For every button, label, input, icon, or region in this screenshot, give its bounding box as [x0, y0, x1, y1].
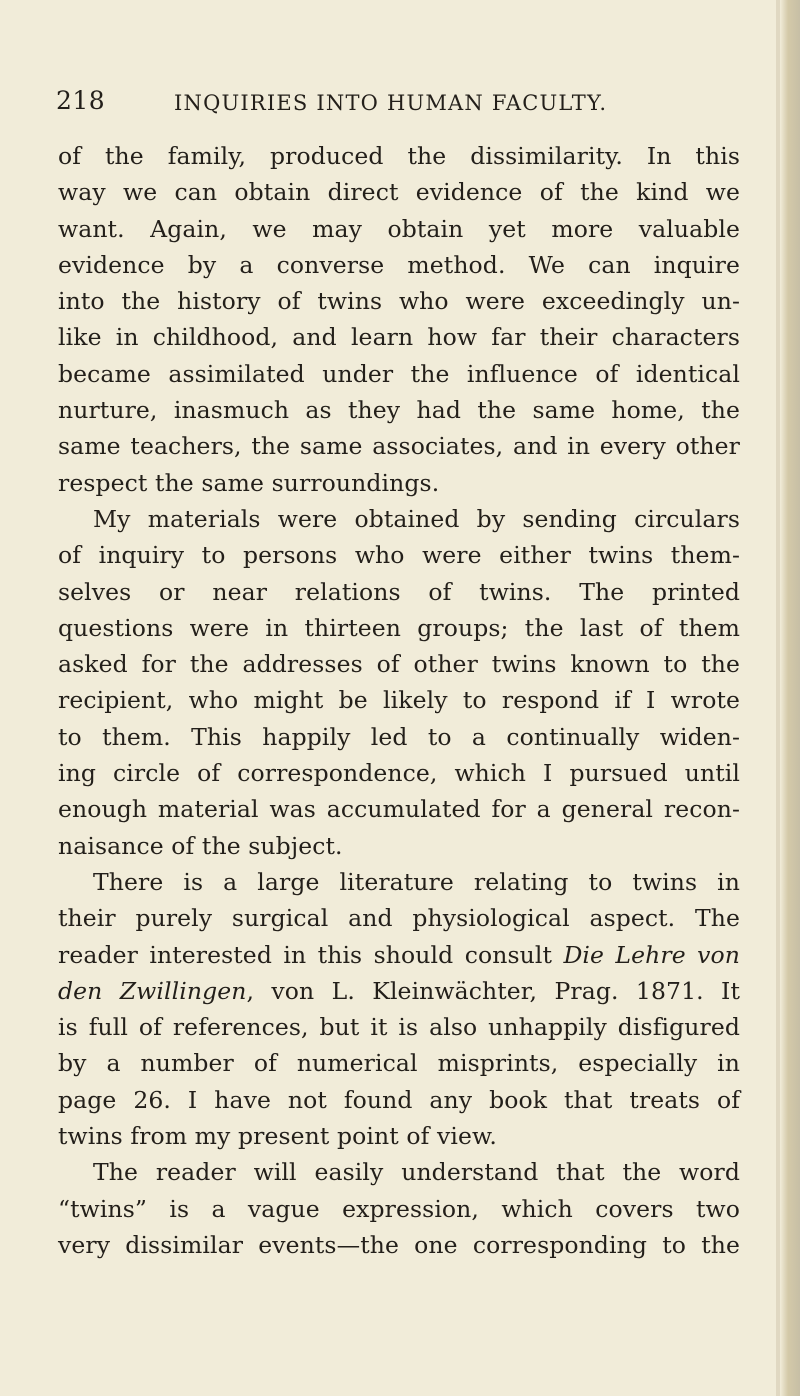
- text-line: evidence by a converse method. We can inquire: [58, 250, 740, 279]
- page-edge: [780, 0, 800, 1396]
- text-line: by a number of numerical misprints, especially in: [58, 1049, 740, 1078]
- paragraph-start-line: My materials were obtained by sending circulars: [93, 504, 740, 533]
- page-header: [56, 86, 756, 126]
- text-line: of the family, produced the dissimilarity. In this: [58, 142, 740, 170]
- text-line: into the history of twins who were exceedingly un-: [58, 287, 740, 316]
- text-line: same teachers, the same associates, and in every other: [58, 432, 740, 461]
- text-line: asked for the addresses of other twins known to the: [58, 650, 740, 679]
- book-title-italic: den Zwillingen: [58, 976, 247, 1005]
- text-line: became assimilated under the influence of identical: [58, 359, 740, 388]
- text-line: ing circle of correspondence, which I pursued until: [58, 759, 740, 788]
- text-line: nurture, inasmuch as they had the same home, the: [58, 396, 740, 425]
- text-segment: reader interested in this should consult: [58, 940, 564, 969]
- text-line: recipient, who might be likely to respond if I wrote: [58, 686, 740, 715]
- text-line: page 26. I have not found any book that treats of: [58, 1085, 740, 1114]
- text-line: way we can obtain direct evidence of the kind we: [58, 178, 740, 207]
- paragraph-start-line: There is a large literature relating to twins in: [93, 867, 740, 896]
- text-line: naisance of the subject.: [58, 831, 343, 860]
- book-title-italic: Die Lehre von: [563, 940, 741, 969]
- text-line: to them. This happily led to a continually widen-: [58, 722, 740, 751]
- text-line: selves or near relations of twins. The printed: [58, 577, 740, 606]
- text-segment: , von L. Kleinwächter, Prag. 1871. It: [246, 976, 740, 1005]
- text-line-with-italic: [58, 937, 740, 973]
- text-line: twins from my present point of view.: [58, 1122, 497, 1151]
- text-line: questions were in thirteen groups; the last of them: [58, 613, 740, 642]
- text-line: “twins” is a vague expression, which covers two: [58, 1194, 740, 1223]
- text-line-with-italic: [58, 973, 740, 1009]
- text-line: their purely surgical and physiological aspect. The: [58, 904, 740, 933]
- paragraph-start-line: The reader will easily understand that the word: [93, 1158, 740, 1187]
- text-line: enough material was accumulated for a general recon-: [58, 795, 740, 824]
- text-line: of inquiry to persons who were either twins them-: [58, 541, 740, 570]
- text-line: want. Again, we may obtain yet more valuable: [58, 214, 740, 243]
- text-line: is full of references, but it is also unhappily disfigured: [58, 1013, 740, 1042]
- text-line: respect the same surroundings.: [58, 468, 440, 497]
- running-title: INQUIRIES INTO HUMAN FACULTY.: [174, 91, 608, 115]
- body-text: [58, 138, 740, 1263]
- text-line: very dissimilar events—the one corresponding to the: [58, 1230, 740, 1259]
- text-line: like in childhood, and learn how far their characters: [58, 323, 740, 352]
- page-number: 218: [56, 86, 106, 115]
